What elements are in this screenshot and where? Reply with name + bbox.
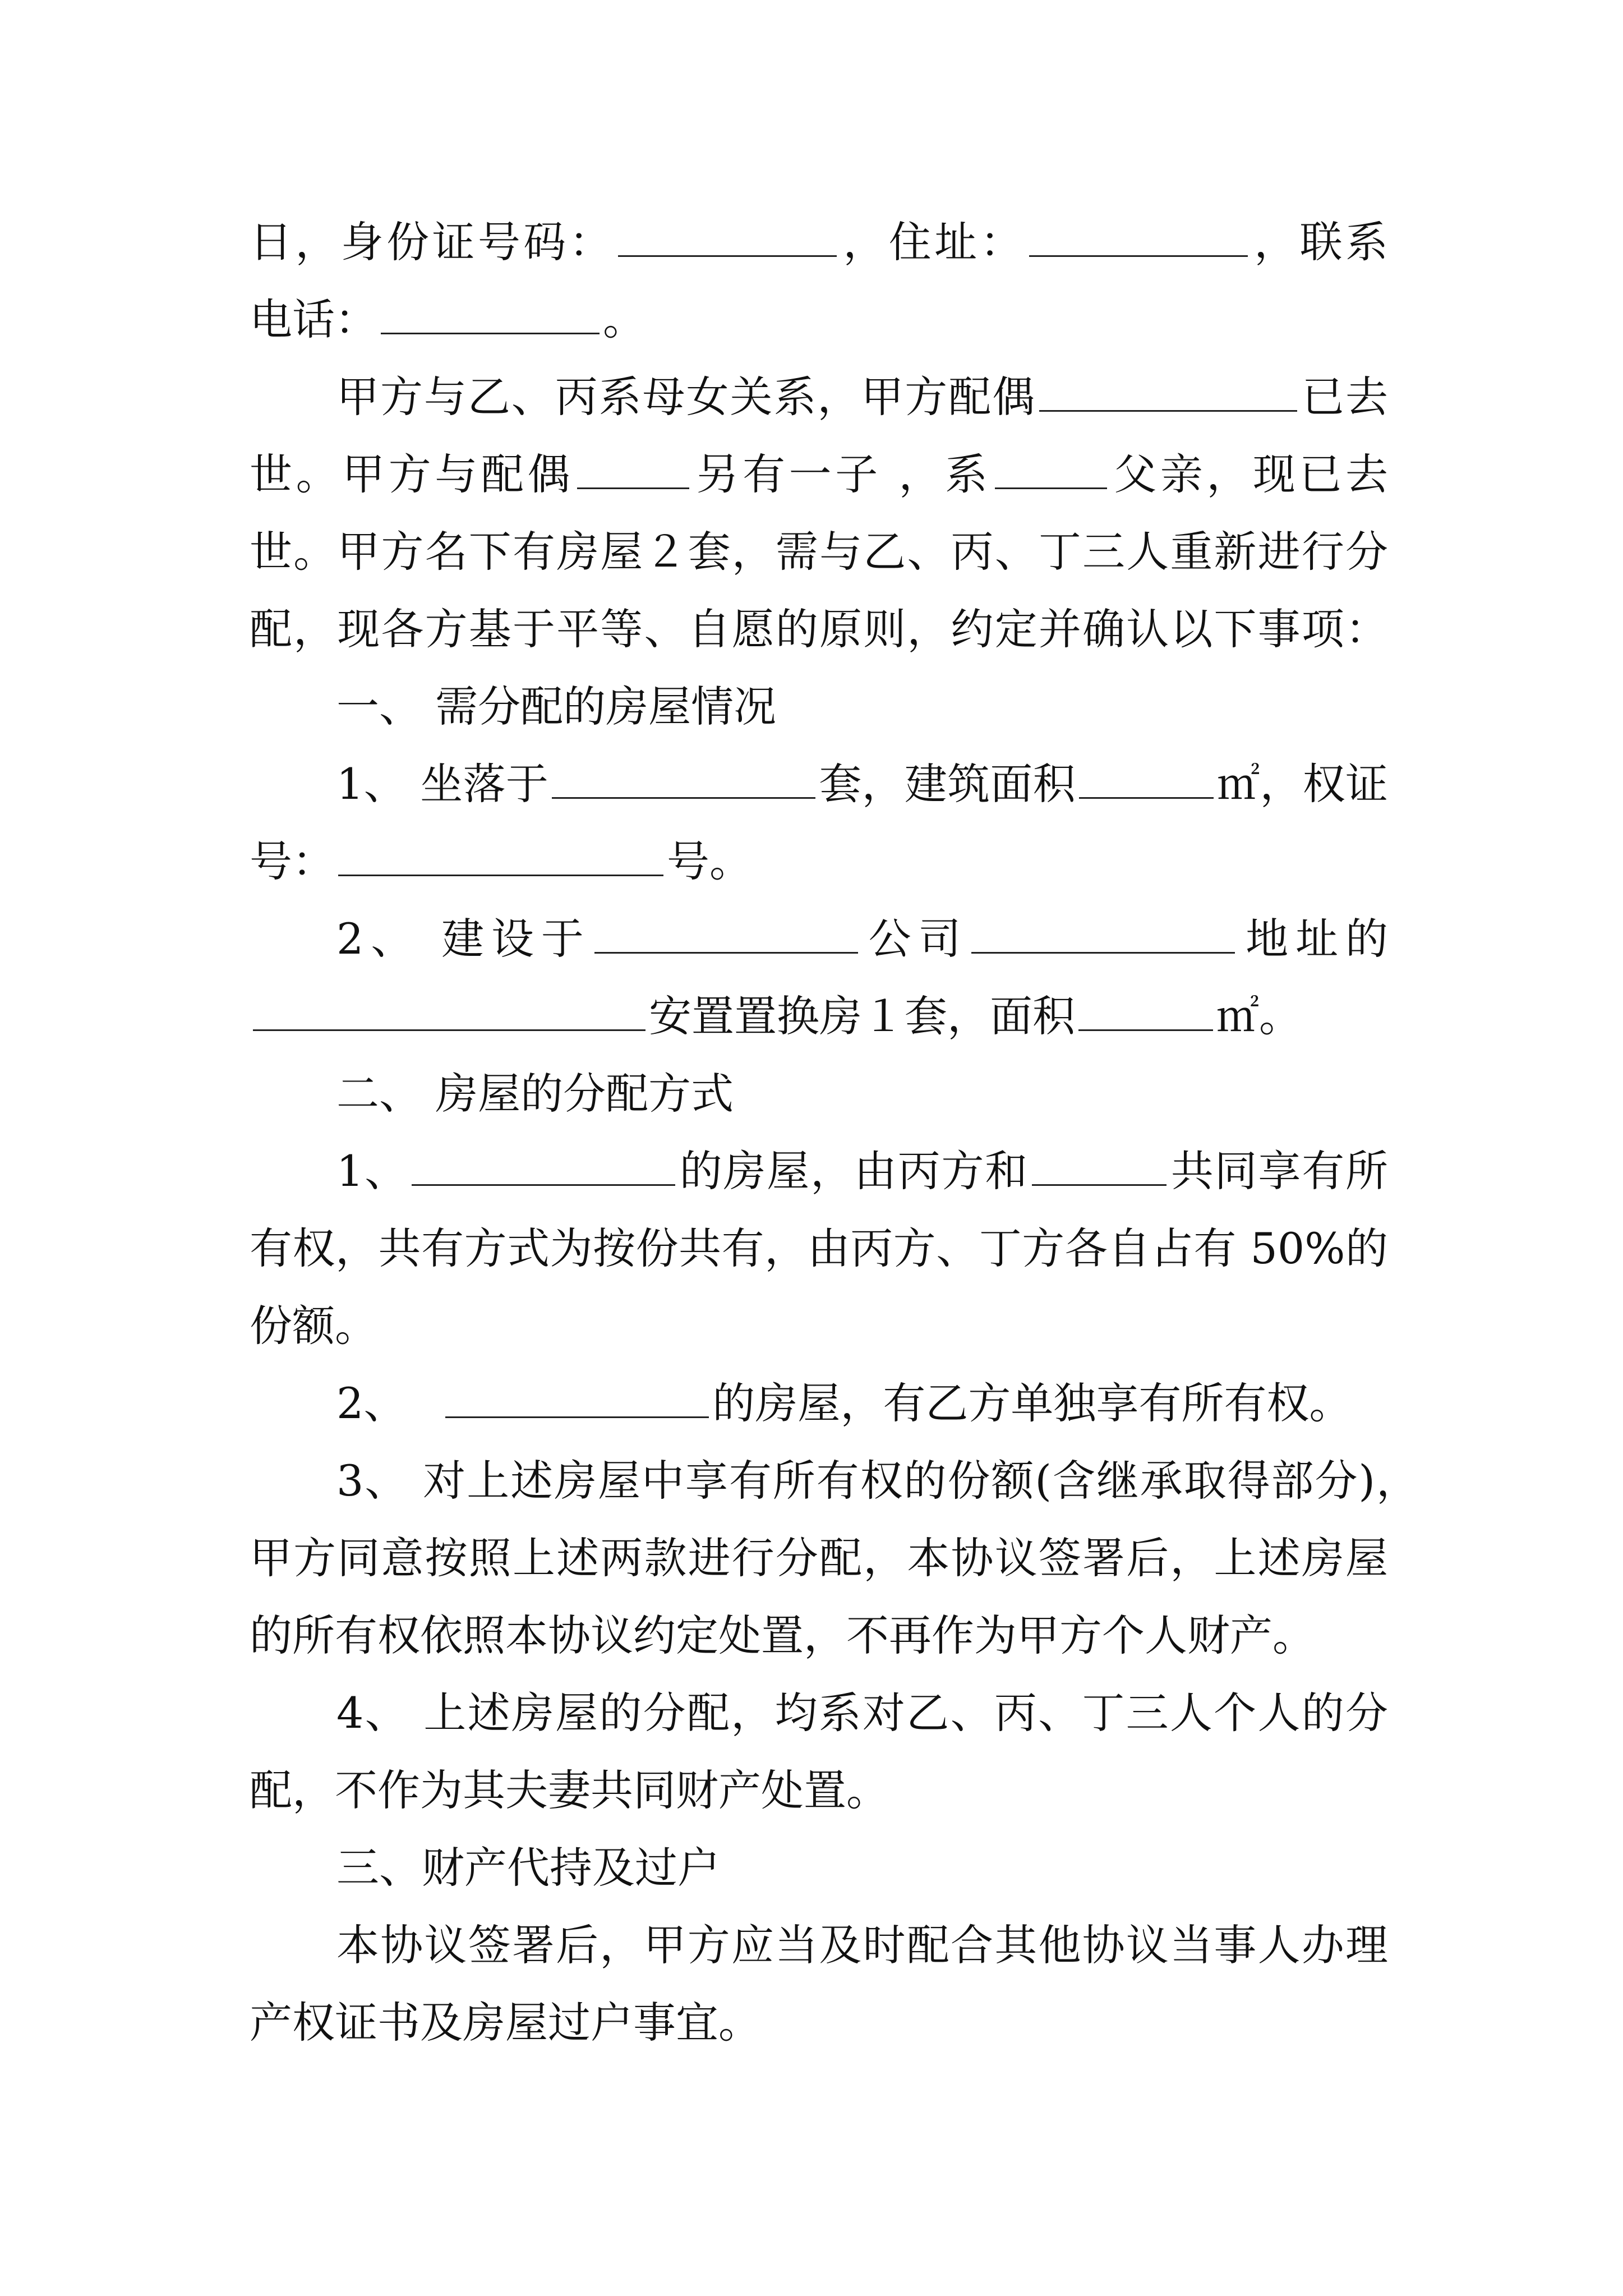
text-segment: 号。 [667,836,752,886]
text-line: 有权，共有方式为按份共有，由丙方、丁方各自占有 50%的 [250,1223,1388,1273]
text-segment: 公司 [861,914,969,964]
text-segment: 的房屋，有乙方单独享有所有权。 [712,1378,1352,1428]
blank-field [1039,374,1297,412]
text-line [250,286,1388,353]
blank-field [445,1381,709,1418]
text-line [336,1370,1388,1437]
text-segment: 2、 [336,1378,407,1428]
text-segment: 1、 坐落于 [336,759,549,809]
text-segment: 地址的 [1238,914,1389,964]
text-line [250,441,1388,508]
text-line: 世。甲方名下有房屋２套，需与乙、丙、丁三人重新进行分 [250,527,1388,577]
text-line: 份额。 [250,1301,377,1351]
blank-field [338,839,663,876]
text-line [336,751,1388,818]
blank-field [577,452,689,489]
text-segment: 世。甲方与配偶 [250,449,574,499]
text-line: 4、 上述房屋的分配，均系对乙、丙、丁三人个人的分 [336,1688,1388,1738]
text-segment: 共同享有所 [1170,1146,1389,1196]
blank-field [552,761,815,799]
text-line: 3、 对上述房屋中享有所有权的份额(含继承取得部分)， [336,1456,1419,1506]
blank-field [253,993,645,1031]
blank-field [1078,993,1213,1031]
section-heading: 一、 需分配的房屋情况 [336,682,777,731]
text-line [250,983,1388,1050]
text-line: 的所有权依照本协议约定处置，不再作为甲方个人财产。 [250,1611,1315,1660]
text-line [250,209,1388,276]
blank-field [1032,1148,1166,1186]
text-segment: 套，建筑面积 [819,759,1076,809]
text-segment: 电话： [250,295,377,344]
text-segment: 。 [603,295,645,344]
blank-field [618,219,837,257]
text-segment: ，联系 [1251,217,1388,267]
text-line [336,1138,1388,1205]
blank-field [971,916,1235,954]
text-segment: 父亲，现已去 [1110,449,1389,499]
blank-field [594,916,858,954]
blank-field [1079,761,1214,799]
text-line: 本协议签署后，甲方应当及时配合其他协议当事人办理 [336,1920,1388,1970]
text-segment: 日，身份证号码： [250,217,615,267]
text-line [250,828,1388,895]
text-line [336,905,1388,973]
blank-field [381,297,600,334]
text-line: 甲方同意按照上述两款进行分配，本协议签署后，上述房屋 [250,1533,1388,1583]
text-line [336,364,1388,431]
section-heading: 三、财产代持及过户 [336,1843,720,1893]
text-segment: ，住址： [840,217,1026,267]
text-segment: 的房屋，由丙方和 [678,1146,1029,1196]
text-segment: 已去 [1301,372,1389,422]
blank-field [412,1148,675,1186]
text-segment: 甲方与乙、丙系母女关系，甲方配偶 [336,372,1036,422]
text-segment: 另有一子 ，系 [692,449,992,499]
text-segment: 安置置换房１套，面积 [649,991,1075,1041]
text-segment: 号： [250,836,335,886]
text-segment: 1、 [336,1146,408,1196]
blank-field [1029,219,1248,257]
section-heading: 二、 房屋的分配方式 [336,1069,734,1119]
blank-field [995,452,1107,489]
text-segment: ㎡，权证 [1216,759,1389,809]
text-line: 配，现各方基于平等、自愿的原则，约定并确认以下事项： [250,604,1388,654]
text-segment: 2、 建设于 [336,914,591,964]
text-segment: ㎡。 [1216,991,1302,1041]
text-line: 产权证书及房屋过户事宜。 [250,1998,761,2047]
text-line: 配，不作为其夫妻共同财产处置。 [250,1765,889,1815]
